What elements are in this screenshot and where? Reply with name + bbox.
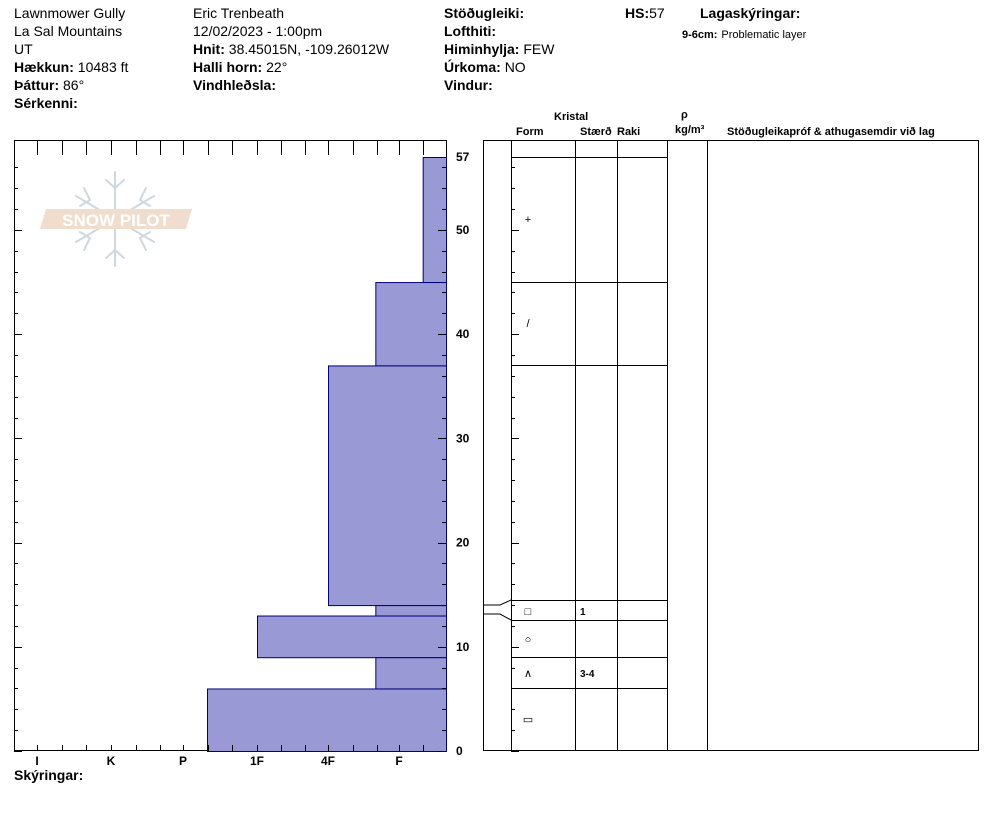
crystal-header: Kristal (554, 111, 589, 123)
wind-loading-label: Vindhleðsla: (193, 77, 276, 93)
grain-form-symbol: ○ (524, 634, 532, 646)
hardness-bar-layer-6 (376, 658, 447, 689)
x-tick-label: 1F (249, 754, 265, 768)
wind-label: Vindur: (444, 77, 493, 93)
layer-connector (483, 614, 511, 620)
comments-label: Skýringar: (14, 767, 84, 783)
y-tick-label: 40 (456, 327, 470, 342)
x-tick-label: 4F (320, 754, 336, 768)
location-name: Lawnmower Gully (14, 5, 126, 21)
legend-text: Problematic layer (721, 29, 807, 41)
legend-range: 9-6cm: (682, 29, 718, 41)
observer-name: Eric Trenbeath (193, 5, 285, 21)
grain-form-symbol: □ (524, 606, 532, 618)
layer-connector (483, 600, 511, 605)
moisture-header: Raki (617, 126, 641, 138)
slope-value: 22° (266, 59, 288, 75)
grain-form-symbol: ∧ (523, 668, 533, 680)
grain-form-symbol: ▭ (522, 714, 534, 726)
hs-value: 57 (649, 5, 665, 21)
slope-label: Halli horn: (193, 59, 263, 75)
y-tick-label: 10 (456, 639, 470, 654)
grain-form-symbol: / (526, 318, 530, 330)
density-unit: kg/m³ (675, 124, 705, 136)
coordinates-label: Hnit: (193, 41, 225, 57)
hardness-bar-layer-1 (423, 158, 446, 283)
hs-label: HS: (625, 5, 650, 21)
sky-label: Himinhylja: (444, 41, 520, 57)
hardness-bar-layer-7 (208, 689, 447, 752)
logo-text: SNOW PILOT (62, 211, 170, 230)
form-header: Form (516, 126, 544, 138)
y-tick-label: 20 (456, 535, 470, 550)
size-header: Stærð (580, 126, 612, 138)
y-tick-label: 0 (456, 744, 463, 758)
grain-size-value: 3-4 (580, 669, 595, 680)
aspect-value: 86° (63, 77, 85, 93)
grain-form-symbol: + (524, 214, 532, 226)
y-tick-label: 50 (456, 222, 470, 237)
rho-symbol: ρ (681, 109, 688, 121)
snowpilot-logo (40, 172, 192, 266)
x-tick-label: P (178, 754, 188, 768)
grain-size-value: 1 (580, 607, 586, 618)
x-tick-label: K (106, 754, 116, 768)
y-tick-label: 57 (456, 150, 470, 164)
layer-table-frame (484, 141, 979, 751)
hardness-bar-layer-2 (376, 283, 447, 366)
elevation-label: Hækkun: (14, 59, 74, 75)
stability-tests-header: Stöðugleikapróf & athugasemdir við lag (727, 126, 935, 138)
specifics-label: Sérkenni: (14, 95, 78, 111)
hardness-bar-layer-5 (258, 616, 447, 658)
hardness-bar-layer-3 (329, 366, 447, 606)
coordinates-value: 38.45015N, -109.26012W (228, 41, 390, 57)
elevation-value: 10483 ft (77, 59, 129, 75)
sky-value: FEW (523, 41, 555, 57)
precip-label: Úrkoma: (444, 59, 501, 75)
mountain-range: La Sal Mountains (14, 23, 123, 39)
aspect-label: Þáttur: (14, 77, 60, 93)
air-temp-label: Lofthiti: (444, 23, 497, 39)
layer-table-columns (512, 140, 708, 751)
precip-value: NO (504, 59, 526, 75)
x-tick-label: F (395, 754, 403, 768)
x-tick-label: I (35, 754, 39, 768)
state: UT (14, 41, 33, 57)
legend-title: Lagaskýringar: (700, 5, 801, 21)
stability-label: Stöðugleiki: (444, 5, 525, 21)
y-tick-label: 30 (456, 431, 470, 446)
hardness-bar-layer-4 (376, 606, 447, 616)
observation-datetime: 12/02/2023 - 1:00pm (193, 23, 323, 39)
